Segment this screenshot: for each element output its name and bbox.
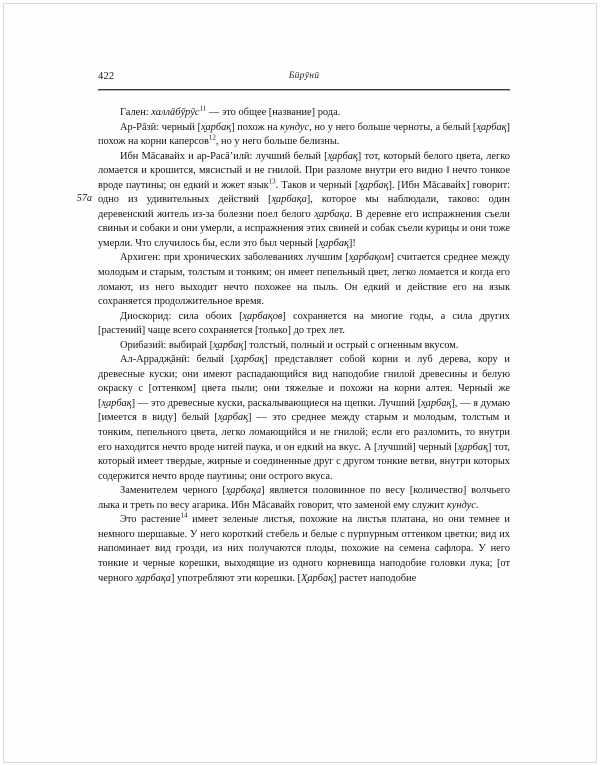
italic-term: халлāбӯрӯс [151, 107, 200, 118]
text-run: ] считается среднее между молодым и старым, толстым и тонким; он имеет пепельный цвет, легко ломается и когда его ломают, из него выходит нечто похожее на пыль. Он едкий и действие его на язык сохраняется продолжительное время. [98, 252, 510, 308]
italic-term: х̮арбақ [318, 237, 349, 249]
text-run: ] похож на корни каперсов [98, 121, 510, 148]
italic-term: х̮арбақ [213, 339, 244, 351]
italic-term: кундус [280, 121, 310, 133]
running-head-title: Бӣрӯнӣ [288, 71, 320, 81]
text-run: ] употребляют эти корешки. [ [170, 572, 301, 584]
paragraph-dioscorides [98, 310, 510, 339]
text-run: Ар-Рāзӣ: черный [ [120, 121, 201, 133]
italic-term: х̮арбақ [101, 397, 132, 409]
text-run: ] толстый, полный и острый с огненным вкусом. [243, 339, 459, 351]
text-run: ]! [348, 237, 356, 249]
footnote-marker: 12 [208, 133, 216, 142]
text-run: ] тот, который имеет твердые, жирные и соединенные друг с другом тонкие ветви, внутри которых содержится нечто вроде паутины; они острого вкуса. [98, 441, 510, 482]
italic-term: х̮арбақа [135, 572, 171, 584]
text-run: ] — это среднее между старым и молодым, толстым и тонким, пепельного цвета, легко ломающийся и не гнилой; если его разломить, то внутри его находится нечто вроде нитей паука, и он едкий на вкус. А [лучший] черный [ [98, 412, 510, 453]
text-run: ] похож на [231, 121, 281, 133]
text-run: ] представляет собой корни и луб дерева, кору и древесные куски; они имеют распадающийся вид наподобие гнилой древесины и белую окраску с [оттенком] цвета пыли; они тяжелые и похожи на корни алтея. Черный же [ [98, 354, 510, 409]
paragraph-al-arrajani [98, 353, 510, 484]
text-run: имеет зеленые листья, похожие на листья платана, но они темнее и немного шершавые. У него короткий стебель и белые с пурпурным оттенком цветки; вид их напоминает вид грозди, из них получаются плоды, похожие на семена сафлора. У него тонкие и черные корешки, выходящие из одного корневища наподобие головки лука; [от черного [98, 514, 510, 584]
text-run: , но у него больше белизны. [215, 136, 340, 148]
italic-term: х̮арбақ [234, 354, 265, 366]
italic-term: х̮арбақа [225, 485, 262, 497]
italic-term: х̮арбақ [358, 179, 389, 191]
paragraph-galen [98, 106, 510, 121]
italic-term: х̮арбақ [457, 441, 488, 453]
footnote-marker: 14 [180, 511, 188, 520]
italic-term: х̮арбақ [217, 412, 249, 424]
text-run: ] — это древесные куски, раскалывающиеся на щепки. Лучший [ [131, 397, 422, 409]
paragraph-archigenes [98, 251, 510, 309]
paragraph-oribasius [98, 339, 510, 354]
body-text [98, 106, 510, 586]
page-content [98, 70, 510, 586]
paragraph-ar-razi [98, 121, 510, 150]
text-run: ] является половинное по весу [количество] волчьего лыка и треть по весу агарика. Ибн Мāсавайх говорит, что заменой ему служит [98, 485, 511, 511]
text-run: Ибн Мāсавайх и ар-Расā’илӣ: лучший белый [ [120, 150, 328, 162]
text-run: Орибазий: выбирай [ [120, 339, 214, 351]
text-run: Ал-Аррадж̣āнӣ: белый [ [120, 354, 235, 366]
italic-term: х̮арбақ [421, 397, 452, 409]
text-run: Это растение [120, 514, 181, 526]
text-run: ] растет наподобие [333, 572, 417, 584]
text-run: Архиген: при хронических заболеваниях лучшим [ [120, 252, 349, 264]
running-head [98, 70, 510, 90]
paragraph-plant-description [98, 513, 510, 586]
italic-term: х̮арбақов [242, 310, 283, 322]
italic-term: х̮арбақ [476, 121, 507, 133]
text-run: ]. [Ибн Мāсавайх] говорит: одно из удивительных действий [ [98, 179, 510, 206]
text-run: Гален: [120, 107, 152, 118]
text-run: , но у него больше черноты, а белый [ [309, 121, 477, 133]
italic-term: х̮арбақом [348, 252, 391, 264]
footnote-marker: 13 [268, 177, 276, 186]
text-run: ] тот, который белого цвета, легко ломается и крошится, мясистый и не гнилой. При разломе внутри его видно ‖ нечто тонкое вроде паутины; он едкий и жжет язык [98, 150, 510, 191]
paragraph-substitute [98, 484, 510, 513]
text-run: ] сохраняется на многие годы, а сила других [растений] чаще всего сохраняется [только] до трех лет. [98, 310, 511, 337]
footnote-marker: 11 [199, 104, 207, 113]
text-run: . Таков и черный [ [275, 179, 359, 191]
paragraph-ibn-masawayh [98, 150, 510, 252]
marginal-folio-marker: 57a [76, 193, 92, 204]
text-run: Диоскорид: сила обоих [ [120, 310, 243, 322]
page-number: 422 [98, 71, 115, 82]
italic-term: х̮арбақа [271, 194, 307, 206]
italic-term: кундус [446, 499, 476, 511]
header-rule [98, 89, 510, 90]
text-run: — это общее [название] рода. [206, 107, 341, 118]
text-run: ], которое мы наблюдали, таково: один деревенский житель из-за болезни поел белого [98, 194, 510, 220]
text-run: ], — я думаю [имеется в виду] белый [ [98, 397, 510, 424]
italic-term: х̮арбақ [200, 121, 232, 133]
text-run: . [475, 499, 479, 511]
text-run: Заменителем черного [ [120, 485, 226, 497]
text-run: . В деревне его испражнения съели свиньи и собаки и они умерли, а испражнения этих свиней и собак съели курицы и они тоже умерли. Что случилось бы, если это был черный [ [98, 208, 510, 249]
italic-term: х̮арбақа [314, 208, 350, 220]
italic-term: Х̮арбақ [301, 572, 334, 584]
italic-term: х̮арбақ [327, 150, 358, 162]
